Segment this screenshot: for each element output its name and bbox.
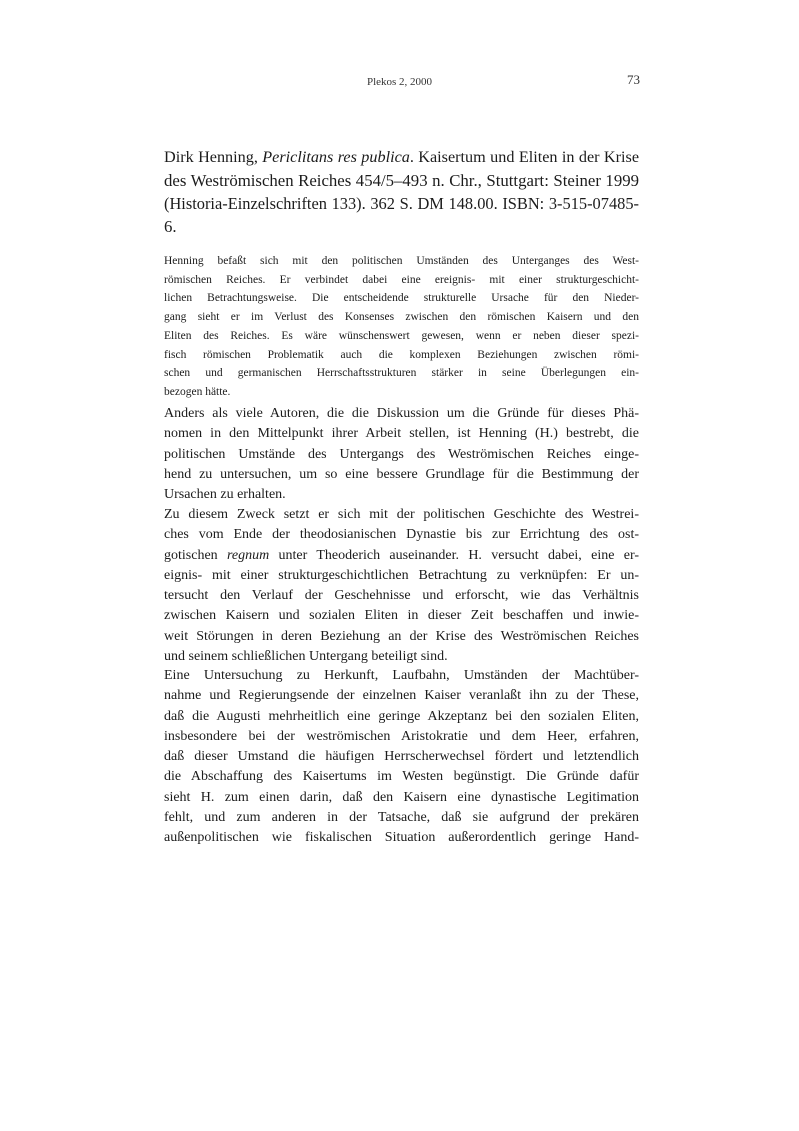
paragraph-line: außenpolitischen wie fiskalischen Situation außerordentlich geringe Hand- [164, 830, 639, 846]
paragraph-line: gotischen regnum unter Theoderich auseinander. H. versucht dabei, eine er- [164, 547, 639, 563]
paragraph-line: nahme und Regierungsende der einzelnen Kaiser veranlaßt ihn zu der These, [164, 688, 639, 704]
paragraph-line: daß dieser Umstand die häufigen Herrscherwechsel fördert und letztendlich [164, 749, 639, 765]
paragraph-line: insbesondere bei der weströmischen Aristokratie und dem Heer, erfahren, [164, 728, 639, 744]
abstract-line: römischen Reiches. Er verbindet dabei eine ereignis- mit einer strukturgeschicht- [164, 273, 639, 286]
abstract [164, 252, 639, 402]
paragraph-line: fehlt, und zum anderen in der Tatsache, daß sie aufgrund der prekären [164, 810, 639, 826]
paragraph-line: Zu diesem Zweck setzt er sich mit der politischen Geschichte des Westrei- [164, 507, 639, 522]
paragraph-line: Ursachen zu erhalten. [164, 487, 286, 503]
paragraph-line: Eine Untersuchung zu Herkunft, Laufbahn, Umständen der Machtüber- [164, 668, 639, 683]
paragraph-line: die Abschaffung des Kaisertums im Westen begünstigt. Die Gründe dafür [164, 769, 639, 785]
running-head: Plekos 2, 2000 [366, 76, 433, 88]
citation-heading [164, 146, 639, 238]
citation-line: des Weströmischen Reiches 454/5–493 n. Chr., Stuttgart: Steiner 1999 [164, 171, 639, 190]
abstract-line: fisch römischen Problematik auch die komplexen Beziehungen zwischen römi- [164, 348, 639, 361]
abstract-line: Eliten des Reiches. Es wäre wünschenswert gewesen, wenn er neben dieser spezi- [164, 329, 639, 342]
page-number: 73 [627, 72, 640, 87]
paragraph-line: daß die Augusti mehrheitlich eine geringe Akzeptanz bei den sozialen Eliten, [164, 708, 639, 724]
paragraph-line: hend zu untersuchen, um so eine bessere Grundlage für die Bestimmung der [164, 466, 639, 482]
abstract-line: gang sieht er im Verlust des Konsenses zwischen den römischen Kaisern und den [164, 311, 639, 324]
paragraph-line: nomen in den Mittelpunkt ihrer Arbeit stellen, ist Henning (H.) bestrebt, die [164, 426, 639, 442]
paragraph-line: ches vom Ende der theodosianischen Dynastie bis zur Errichtung des ost- [164, 527, 639, 543]
abstract-line: schen und germanischen Herrschaftsstrukturen stärker in seine Überlegungen ein- [164, 367, 639, 380]
paragraph-line: weit Störungen in deren Beziehung an der Krise des Weströmischen Reiches [164, 628, 639, 644]
citation-line: 6. [164, 217, 177, 236]
abstract-line: bezogen hätte. [164, 385, 231, 398]
paragraph-line: zwischen Kaisern und sozialen Eliten in dieser Zeit beschaffen und inwie- [164, 608, 639, 624]
paragraph-2 [164, 505, 639, 667]
paragraph-line: tersucht den Verlauf der Geschehnisse und erforscht, wie das Verhältnis [164, 588, 639, 604]
italic-term: regnum [226, 547, 270, 563]
paragraph-line: eignis- mit einer strukturgeschichtlichen Betrachtung zu verknüpfen: Er un- [164, 567, 639, 583]
abstract-line: lichen Betrachtungsweise. Die entscheidende strukturelle Ursache für den Nieder- [164, 292, 639, 305]
paragraph-line: und seinem schließlichen Untergang beteiligt sind. [164, 649, 448, 665]
citation-line: Dirk Henning, Periclitans res publica. Kaisertum und Eliten in der Krise [164, 148, 639, 166]
citation-line: (Historia-Einzelschriften 133). 362 S. DM 148.00. ISBN: 3-515-07485- [164, 194, 639, 213]
paragraph-line: politischen Umstände des Untergangs des Weströmischen Reiches einge- [164, 446, 639, 462]
abstract-line: Henning befaßt sich mit den politischen Umständen des Unterganges des West- [164, 255, 639, 267]
paragraph-line: Anders als viele Autoren, die die Diskussion um die Gründe für dieses Phä- [164, 406, 639, 421]
paragraph-3 [164, 666, 639, 849]
paragraph-1 [164, 404, 639, 505]
book-title: Periclitans res publica [262, 148, 410, 166]
paragraph-line: sieht H. zum einen darin, daß den Kaisern eine dynastische Legitimation [164, 789, 639, 805]
